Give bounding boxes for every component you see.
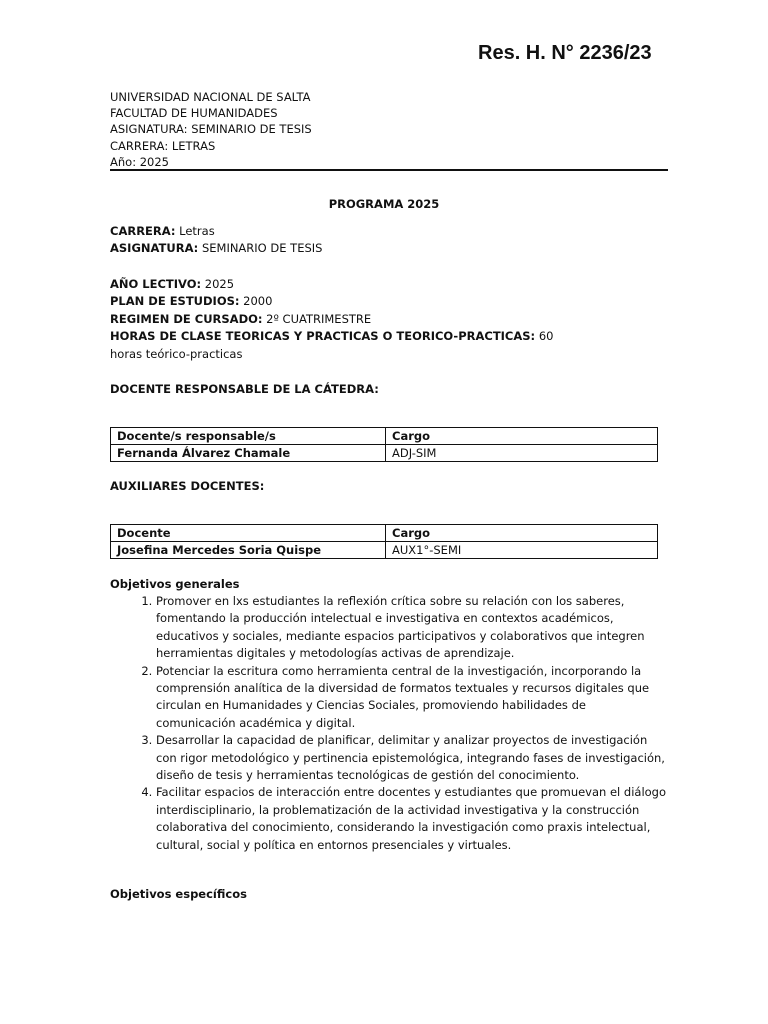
general-objectives-list [110, 593, 668, 854]
academic-year-value: 2025 [204, 277, 235, 291]
career-value: Letras [179, 224, 215, 238]
assistant-name-cell: Josefina Mercedes Soria Quispe [111, 542, 386, 559]
table-header-cell: Docente/s responsable/s [111, 428, 386, 445]
header-subject: ASIGNATURA: SEMINARIO DE TESIS [110, 122, 312, 137]
assistant-position-cell: AUX1°-SEMI [386, 542, 658, 559]
general-objectives-heading: Objetivos generales [110, 577, 240, 591]
study-plan-value: 2000 [243, 294, 273, 309]
teacher-position-cell: ADJ-SIM [386, 445, 658, 462]
course-details-block [110, 276, 668, 363]
table-header-row [111, 525, 658, 542]
list-item: 3. Desarrollar la capacidad de planificar, delimitar y analizar proyectos de investigación con rigor metodológico y pertinencia epistemológica, integrando fases de investigación, diseño de tesis y herramientas tecnológicas de gestión del conocimiento. [156, 732, 668, 784]
regime-line [110, 311, 668, 328]
subject-line [110, 240, 668, 257]
responsible-teacher-table [110, 427, 658, 462]
header-career: CARRERA: LETRAS [110, 138, 216, 153]
header-divider [110, 169, 668, 171]
table-header-cell: Docente [111, 525, 386, 542]
assistants-heading: AUXILIARES DOCENTES: [110, 479, 265, 493]
table-row [111, 445, 658, 462]
academic-year-line [110, 276, 668, 293]
table-header-row [111, 428, 658, 445]
regime-value: 2º CUATRIMESTRE [266, 311, 372, 326]
career-subject-block [110, 223, 668, 258]
study-plan-label: PLAN DE ESTUDIOS: [110, 294, 240, 309]
subject-value: SEMINARIO DE TESIS [201, 241, 323, 256]
header-university: UNIVERSIDAD NACIONAL DE SALTA [110, 90, 311, 104]
class-hours-line [110, 328, 560, 363]
table-header-cell: Cargo [386, 525, 658, 542]
class-hours-label: HORAS DE CLASE TEORICAS Y PRACTICAS O TEORICO-PRACTICAS: [110, 329, 536, 344]
regime-label: REGIMEN DE CURSADO: [110, 311, 263, 326]
table-header-cell: Cargo [386, 428, 658, 445]
study-plan-line [110, 293, 668, 310]
program-title: PROGRAMA 2025 [328, 197, 440, 211]
career-label: CARRERA: [110, 224, 176, 238]
responsible-teacher-heading: DOCENTE RESPONSABLE DE LA CÁTEDRA: [110, 382, 379, 396]
resolution-number: Res. H. N° 2236/23 [478, 42, 652, 64]
list-item: 2. Potenciar la escritura como herramienta central de la investigación, incorporando la comprensión analítica de la diversidad de formatos textuales y recursos digitales que circulan en Humanidades y Ciencias Sociales, promoviendo habilidades de comunicación académica y digital. [156, 663, 668, 733]
academic-year-label: AÑO LECTIVO: [110, 277, 202, 291]
document-header [110, 89, 312, 170]
header-faculty: FACULTAD DE HUMANIDADES [110, 106, 278, 121]
specific-objectives-heading: Objetivos específicos [110, 887, 247, 901]
header-year: Año: 2025 [110, 154, 169, 169]
list-item: 4. Facilitar espacios de interacción entre docentes y estudiantes que promuevan el diálogo interdisciplinario, la problematización de la actividad investigativa y la construcción colaborativa del conocimiento, considerando la investigación como praxis intelectual, cultural, social y política en entornos presenciales y virtuales. [156, 784, 668, 854]
table-row [111, 542, 658, 559]
assistants-table [110, 524, 658, 559]
career-line [110, 223, 668, 240]
teacher-name-cell: Fernanda Álvarez Chamale [111, 445, 386, 462]
class-hours-value: 60 horas teórico-practicas [110, 329, 554, 361]
subject-label: ASIGNATURA: [110, 241, 199, 256]
list-item: 1. Promover en lxs estudiantes la reflexión crítica sobre su relación con los saberes, fomentando la producción intelectual e investigativa en contextos académicos, educativos y sociales, mediante espacios participativos y colaborativos que integren herramientas digitales y metodologías activas de aprendizaje. [156, 593, 668, 663]
